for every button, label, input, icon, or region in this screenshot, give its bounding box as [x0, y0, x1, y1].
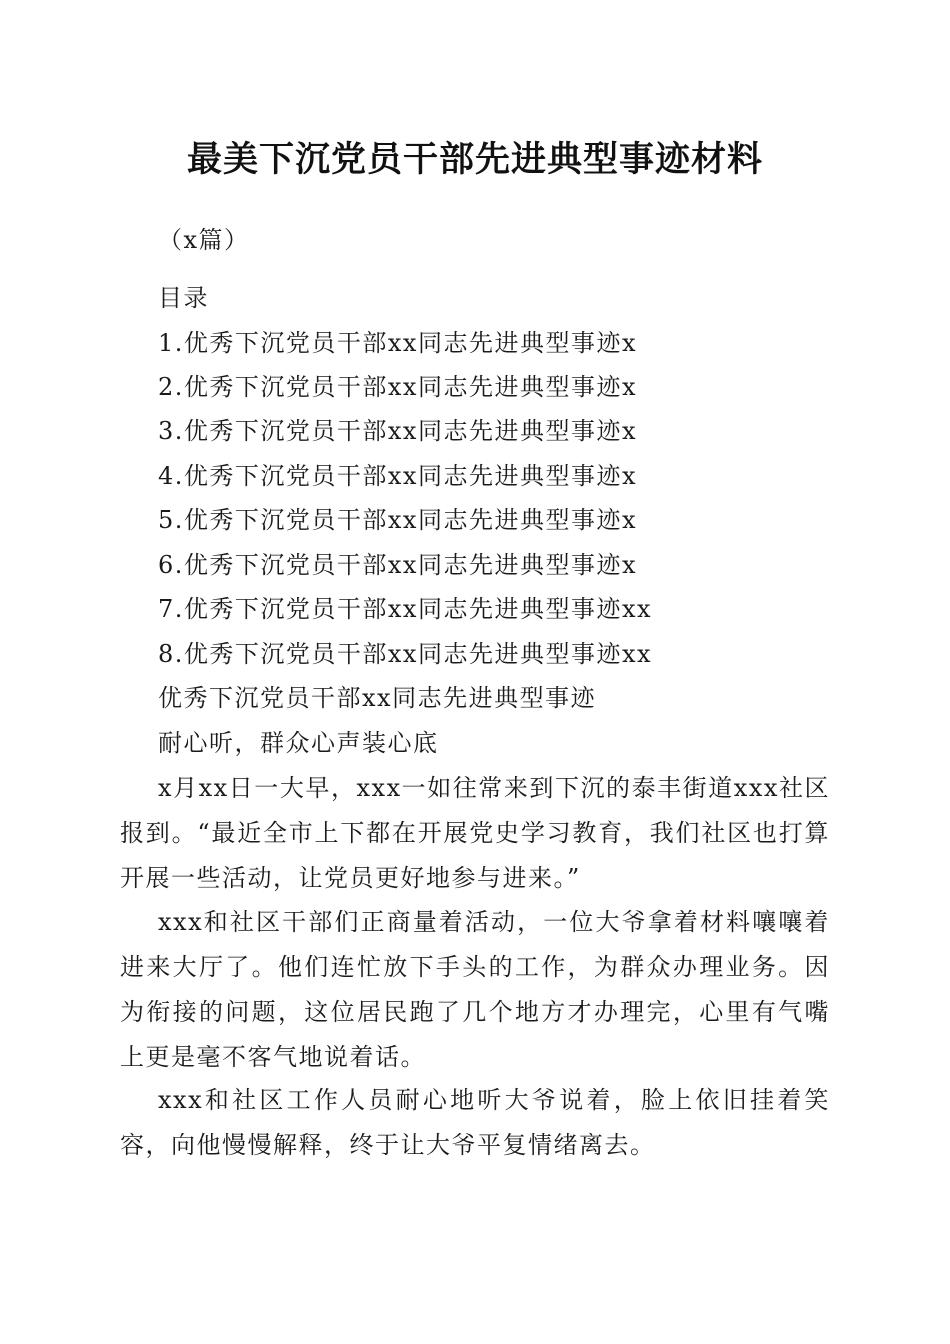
toc-item-3: 3.优秀下沉党员干部xx同志先进典型事迹x — [158, 417, 638, 445]
toc-item-2: 2.优秀下沉党员干部xx同志先进典型事迹x — [158, 373, 638, 401]
toc-item-7: 7.优秀下沉党员干部xx同志先进典型事迹xx — [158, 595, 653, 623]
toc-item-5: 5.优秀下沉党员干部xx同志先进典型事迹x — [158, 506, 638, 534]
toc-item-8: 8.优秀下沉党员干部xx同志先进典型事迹xx — [158, 640, 653, 668]
body-paragraph-3: xxx和社区工作人员耐心地听大爷说着，脸上依旧挂着笑容，向他慢慢解释，终于让大爷平复情绪离去。 — [120, 1086, 830, 1159]
section-heading: 耐心听，群众心声装心底 — [158, 729, 439, 757]
toc-item-4: 4.优秀下沉党员干部xx同志先进典型事迹x — [158, 462, 638, 490]
toc-item-6: 6.优秀下沉党员干部xx同志先进典型事迹x — [158, 551, 638, 579]
body-paragraph-2: xxx和社区干部们正商量着活动，一位大爷拿着材料嚷嚷着进来大厅了。他们连忙放下手头的工作，为群众办理业务。因为衔接的问题，这位居民跑了几个地方才办理完，心里有气嘴上更是毫不客气地说着话。 — [120, 908, 830, 1071]
body-paragraph-1: x月xx日一大早，xxx一如往常来到下沉的泰丰街道xxx社区报到。“最近全市上下都在开展党史学习教育，我们社区也打算开展一些活动，让党员更好地参与进来。” — [120, 774, 830, 892]
document-subtitle: （x篇） — [158, 226, 250, 254]
toc-item-1: 1.优秀下沉党员干部xx同志先进典型事迹x — [158, 329, 638, 357]
article-title: 优秀下沉党员干部xx同志先进典型事迹 — [158, 684, 597, 712]
document-title: 最美下沉党员干部先进典型事迹材料 — [186, 139, 763, 180]
toc-heading: 目录 — [158, 284, 209, 312]
